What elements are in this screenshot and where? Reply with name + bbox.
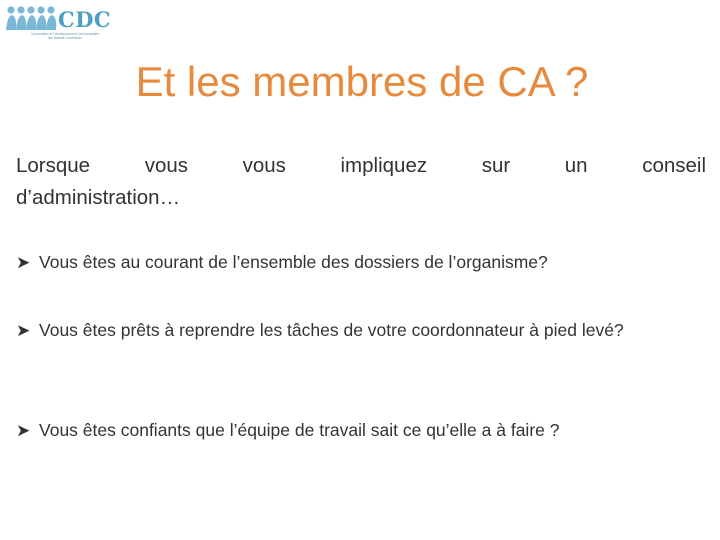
intro-line1 <box>16 150 706 182</box>
bullet-item <box>16 317 706 344</box>
intro-word: sur <box>481 154 511 177</box>
people-figures-icon <box>4 4 60 32</box>
arrow-bullet-icon: ➤ <box>16 253 31 272</box>
intro-word: un <box>564 154 588 177</box>
logo-tagline-line1: Concertation et Développement Communautaire <box>30 32 100 36</box>
slide-title <box>0 58 720 106</box>
bullet-text: Vous êtes prêts à reprendre les tâches de votre coordonnateur à pied levé? <box>39 320 624 340</box>
intro-word: conseil <box>642 154 706 177</box>
intro-word: vous <box>242 154 286 177</box>
intro-word: Lorsque <box>16 154 91 177</box>
intro-word: vous <box>144 154 188 177</box>
intro-word: impliquez <box>340 154 428 177</box>
bullet-item <box>16 417 706 444</box>
intro-paragraph <box>16 150 706 214</box>
logo-wordmark: CDC <box>58 7 112 32</box>
logo-tagline <box>20 32 110 41</box>
bullet-text: Vous êtes confiants que l’équipe de travail sait ce qu’elle a à faire ? <box>39 420 560 440</box>
arrow-bullet-icon: ➤ <box>16 421 31 440</box>
slide-title-text: Et les membres de CA ? <box>135 58 589 105</box>
bullet-item <box>16 249 706 276</box>
logo-tagline-line2: des Basses-Laurentides <box>47 36 83 41</box>
arrow-bullet-icon: ➤ <box>16 321 31 340</box>
cdc-logo <box>4 2 112 46</box>
bullet-text: Vous êtes au courant de l’ensemble des dossiers de l’organisme? <box>39 252 548 272</box>
intro-line2: d’administration… <box>16 186 181 209</box>
